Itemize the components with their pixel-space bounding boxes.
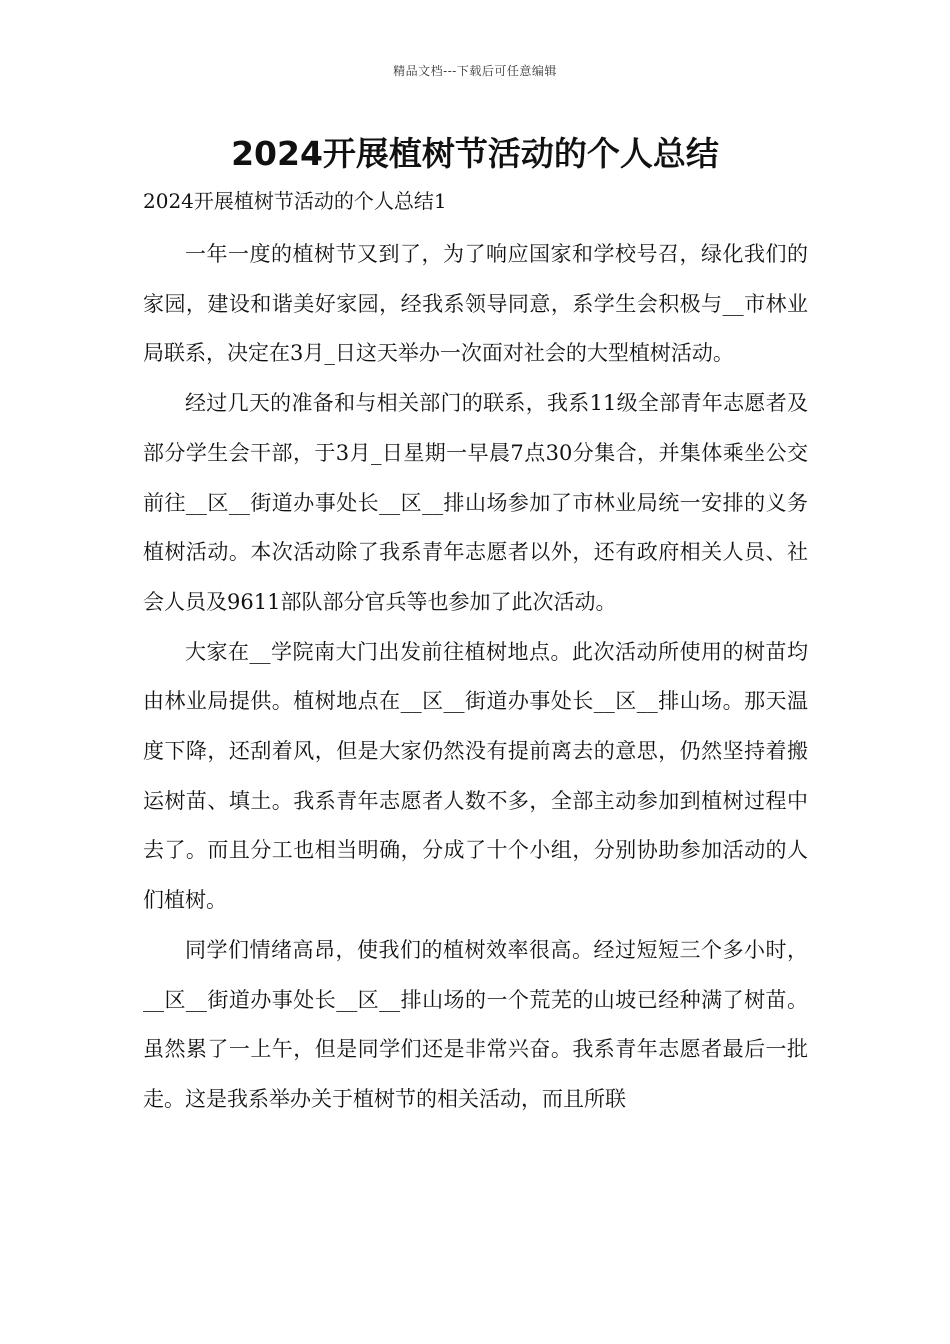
section-subtitle: 2024开展植树节活动的个人总结1 <box>143 189 447 213</box>
document-title: 2024开展植树节活动的个人总结 <box>231 134 719 173</box>
document-body <box>143 230 808 1125</box>
paragraph-4: 同学们情绪高昂，使我们的植树效率很高。经过短短三个多小时，__区__街道办事处长__区__排山场的一个荒芜的山坡已经种满了树苗。虽然累了一上午，但是同学们还是非常兴奋。我系青年志愿者最后一批走。这是我系举办关于植树节的相关活动，而且所联 <box>143 937 808 1111</box>
paragraph-3: 大家在__学院南大门出发前往植树地点。此次活动所使用的树苗均由林业局提供。植树地点在__区__街道办事处长__区__排山场。那天温度下降，还刮着风，但是大家仍然没有提前离去的意思，仍然坚持着搬运树苗、填土。我系青年志愿者人数不多，全部主动参加到植树过程中去了。而且分工也相当明确，分成了十个小组，分别协助参加活动的人们植树。 <box>143 639 808 913</box>
paragraph-1: 一年一度的植树节又到了，为了响应国家和学校号召，绿化我们的家园，建设和谐美好家园，经我系领导同意，系学生会积极与__市林业局联系，决定在3月_日这天举办一次面对社会的大型植树活动。 <box>143 242 808 366</box>
page-header: 精品文档---下载后可任意编辑 <box>393 64 557 78</box>
paragraph-2: 经过几天的准备和与相关部门的联系，我系11级全部青年志愿者及部分学生会干部，于3月_日星期一早晨7点30分集合，并集体乘坐公交前往__区__街道办事处长__区__排山场参加了市林业局统一安排的义务植树活动。本次活动除了我系青年志愿者以外，还有政府相关人员、社会人员及9611部队部分官兵等也参加了此次活动。 <box>143 391 808 614</box>
